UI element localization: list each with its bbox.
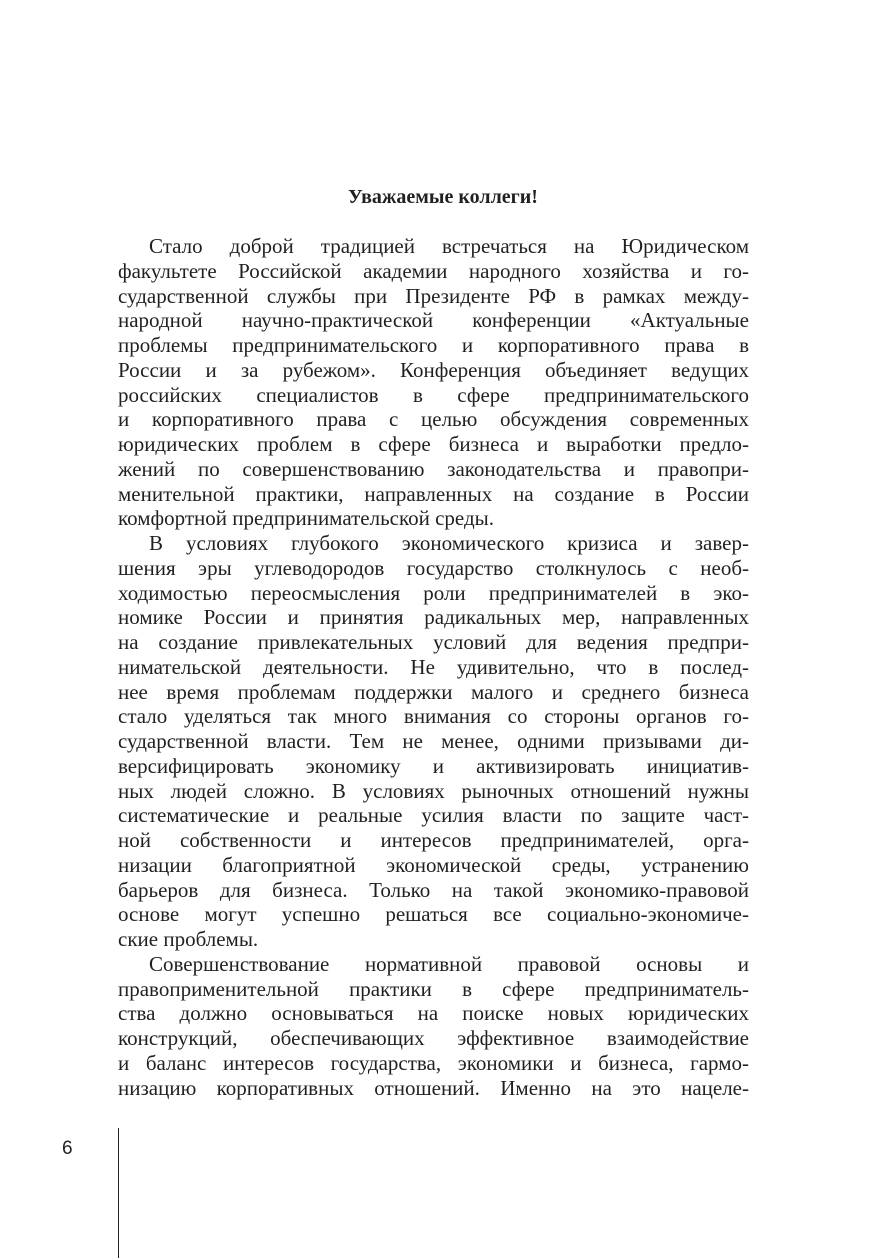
text-line: правоприменительной практики в сфере предприниматель-	[118, 976, 749, 1001]
text-line: юридических проблем в сфере бизнеса и выработки предло-	[118, 432, 749, 456]
text-line: низации благоприятной экономической среды, устранению	[118, 852, 749, 877]
paragraph	[118, 234, 749, 531]
text-line: на создание привлекательных условий для ведения предпри-	[118, 630, 749, 654]
text-line: и баланс интересов государства, экономики и бизнеса, гармо-	[118, 1050, 749, 1075]
text-line: нее время проблемам поддержки малого и среднего бизнеса	[118, 679, 749, 704]
text-line: факультете Российской академии народного хозяйства и го-	[118, 258, 749, 283]
text-line: комфортной предпринимательской среды.	[118, 506, 495, 531]
text-line: конструкций, обеспечивающих эффективное взаимодействие	[118, 1026, 749, 1050]
text-line: барьеров для бизнеса. Только на такой экономико-правовой	[118, 877, 749, 902]
margin-rule	[118, 1128, 119, 1258]
text-line: Совершенствование нормативной правовой основы и	[149, 951, 749, 976]
text-line: ной собственности и интересов предпринимателей, орга-	[118, 828, 749, 852]
text-line: шения эры углеводородов государство столкнулось с необ-	[118, 555, 749, 580]
text-line: проблемы предпринимательского и корпоративного права в	[118, 333, 749, 357]
text-line: народной научно-практической конференции «Актуальные	[118, 308, 749, 333]
text-line: систематические и реальные усилия власти по защите част-	[118, 803, 749, 828]
text-line: версифицировать экономику и активизировать инициатив-	[118, 753, 749, 778]
text-line: В условиях глубокого экономического кризиса и завер-	[149, 531, 749, 555]
body-text	[118, 234, 749, 1100]
text-line: сударственной власти. Тем не менее, одними призывами ди-	[118, 729, 749, 753]
paragraph	[118, 952, 749, 1101]
paragraph	[118, 531, 749, 952]
text-line: основе могут успешно решаться все социально-экономиче-	[118, 902, 749, 927]
text-line: ходимостью переосмысления роли предпринимателей в эко-	[118, 580, 749, 605]
text-line: Стало доброй традицией встречаться на Юридическом	[149, 234, 749, 258]
text-line: российских специалистов в сфере предпринимательского	[118, 382, 749, 407]
text-line: стало уделяться так много внимания со стороны органов го-	[118, 704, 749, 729]
page-title: Уважаемые коллеги!	[348, 186, 538, 208]
text-line: нимательской деятельности. Не удивительно, что в послед-	[118, 654, 749, 679]
text-line: ства должно основываться на поиске новых юридических	[118, 1001, 749, 1026]
text-line: и корпоративного права с целью обсуждения современных	[118, 407, 749, 432]
text-line: России и за рубежом». Конференция объединяет ведущих	[118, 357, 749, 382]
text-line: сударственной службы при Президенте РФ в рамках между-	[118, 283, 749, 308]
text-line: ных людей сложно. В условиях рыночных отношений нужны	[118, 778, 749, 803]
page-number: 6	[62, 1138, 73, 1159]
text-line: менительной практики, направленных на создание в России	[118, 481, 749, 506]
text-line: ские проблемы.	[118, 927, 259, 951]
text-line: низацию корпоративных отношений. Именно на это нацеле-	[118, 1075, 749, 1100]
text-line: жений по совершенствованию законодательства и правопри-	[118, 456, 749, 481]
text-line: номике России и принятия радикальных мер, направленных	[118, 605, 749, 630]
